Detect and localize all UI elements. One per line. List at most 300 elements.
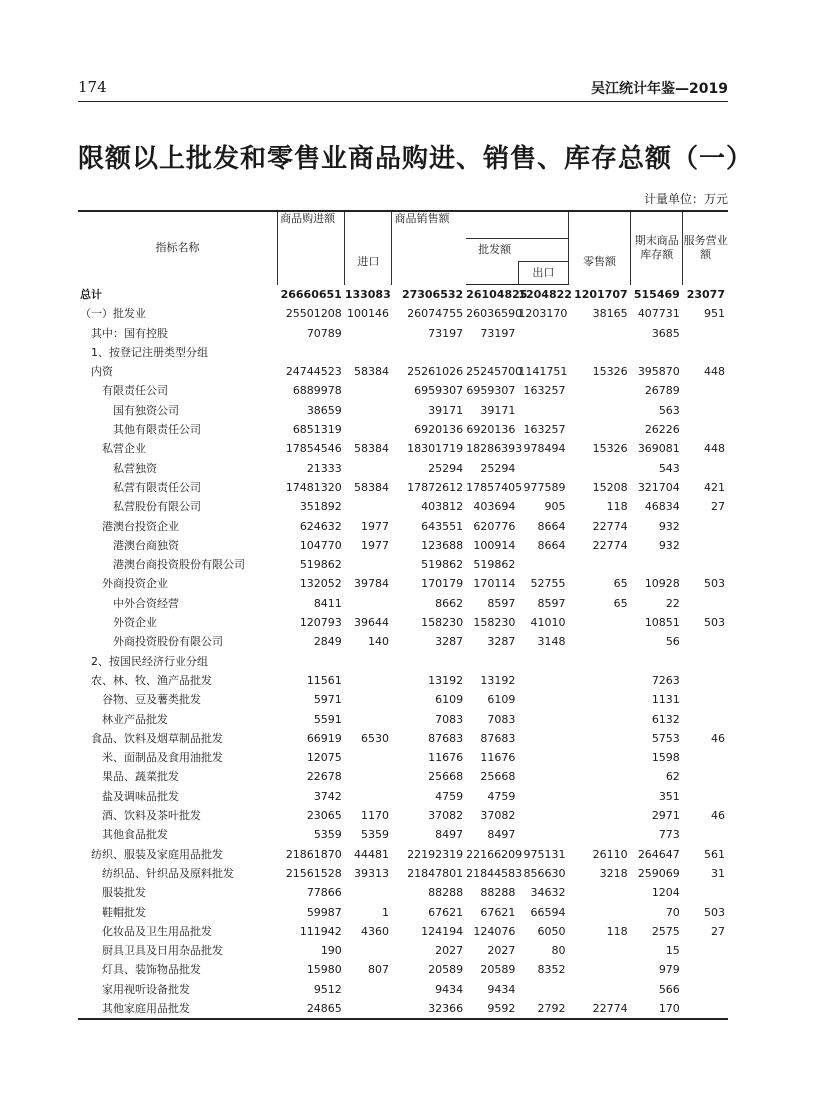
cell-sales: 25294 — [428, 461, 464, 475]
cell-import — [345, 401, 392, 420]
col-header-wholesale: 批发额 — [478, 243, 512, 256]
cell-sales: 17872612 — [407, 480, 464, 494]
cell-inventory: 2971 — [651, 809, 680, 823]
cell-purchase: 15980 — [306, 963, 342, 977]
cell-export — [518, 555, 568, 574]
cell-wholesale: 620776 — [473, 519, 516, 533]
table-row — [78, 324, 728, 343]
cell-inventory: 932 — [658, 519, 680, 533]
cell-inventory: 10851 — [644, 616, 680, 630]
col-header-service: 服务营业额 — [683, 211, 728, 285]
table-row — [78, 941, 728, 960]
table-row — [78, 459, 728, 478]
row-label: 2、按国民经济行业分组 — [91, 654, 208, 668]
cell-purchase: 5591 — [313, 712, 342, 726]
row-label: 厨具卫具及日用杂品批发 — [102, 944, 223, 958]
cell-sales: 643551 — [421, 519, 464, 533]
cell-wholesale: 13192 — [480, 673, 516, 687]
cell-wholesale: 73197 — [480, 326, 516, 340]
cell-service — [683, 980, 728, 999]
table-row — [78, 960, 728, 979]
cell-wholesale: 26104825 — [466, 288, 528, 301]
cell-inventory: 26789 — [644, 384, 680, 398]
cell-import — [345, 690, 392, 709]
cell-sales: 8662 — [435, 596, 464, 610]
table-row — [78, 903, 728, 922]
cell-retail — [568, 767, 630, 786]
cell-inventory: 22 — [665, 596, 680, 610]
cell-sales: 21847801 — [407, 866, 464, 880]
cell-sales: 170179 — [421, 577, 464, 591]
cell-purchase: 3742 — [313, 789, 342, 803]
cell-inventory: 259069 — [637, 866, 680, 880]
cell-purchase: 22678 — [306, 770, 342, 784]
cell-sales: 123688 — [421, 538, 464, 552]
row-label: 其中：国有控股 — [91, 326, 168, 340]
row-label: 谷物、豆及薯类批发 — [102, 693, 201, 707]
cell-inventory: 773 — [658, 828, 680, 842]
cell-purchase: 24865 — [278, 999, 345, 1019]
cell-sales: 6920136 — [414, 423, 464, 437]
cell-export: 1203170 — [518, 307, 568, 321]
cell-retail — [568, 729, 630, 748]
cell-sales: 6959307 — [414, 384, 464, 398]
cell-purchase: 21561528 — [285, 866, 342, 880]
cell-inventory: 1131 — [651, 693, 680, 707]
cell-inventory: 62 — [665, 770, 680, 784]
cell-inventory: 6132 — [651, 712, 680, 726]
cell-export — [518, 652, 568, 671]
cell-wholesale: 20589 — [480, 963, 516, 977]
cell-wholesale: 67621 — [480, 905, 516, 919]
cell-purchase: 6851319 — [292, 423, 342, 437]
cell-export — [518, 825, 568, 844]
cell-purchase: 351892 — [299, 500, 342, 514]
cell-wholesale: 4759 — [487, 789, 516, 803]
cell-export: 978494 — [523, 442, 566, 456]
cell-retail — [568, 690, 630, 709]
cell-sales: 2027 — [435, 944, 464, 958]
cell-import: 58384 — [353, 442, 389, 456]
cell-import: 807 — [367, 963, 389, 977]
cell-service — [683, 999, 728, 1019]
row-label: 私营股份有限公司 — [113, 500, 201, 514]
row-label: 纺织、服装及家庭用品批发 — [91, 847, 223, 861]
cell-wholesale: 11676 — [480, 751, 516, 765]
cell-service — [683, 825, 728, 844]
cell-purchase: 59987 — [306, 905, 342, 919]
table-row — [78, 767, 728, 786]
row-label: 农、林、牧、渔产品批发 — [91, 673, 212, 687]
row-label: 化妆品及卫生用品批发 — [102, 924, 212, 938]
table-row — [78, 825, 728, 844]
cell-retail: 65 — [613, 577, 628, 591]
cell-import: 100146 — [346, 307, 389, 321]
cell-sales: 7083 — [435, 712, 464, 726]
cell-retail — [568, 825, 630, 844]
cell-import — [345, 343, 392, 362]
cell-inventory: 543 — [658, 461, 680, 475]
cell-retail: 15326 — [592, 442, 628, 456]
cell-inventory: 5753 — [651, 731, 680, 745]
cell-retail — [568, 941, 630, 960]
cell-service: 27 — [711, 500, 725, 514]
cell-purchase: 519862 — [299, 558, 342, 572]
cell-sales: 20589 — [428, 963, 464, 977]
cell-purchase: 104770 — [299, 538, 342, 552]
cell-service — [683, 594, 728, 613]
cell-import: 39313 — [353, 866, 389, 880]
cell-export — [518, 748, 568, 767]
cell-import — [345, 381, 392, 400]
yearbook-title: 吴江统计年鉴—2019 — [591, 81, 728, 97]
cell-inventory: 3685 — [651, 326, 680, 340]
table-row — [78, 613, 728, 632]
cell-export: 8597 — [537, 596, 566, 610]
row-label: 林业产品批发 — [102, 712, 168, 726]
cell-service: 46 — [711, 731, 725, 745]
cell-wholesale: 25245700 — [466, 365, 523, 379]
cell-service: 31 — [711, 866, 725, 880]
cell-retail: 26110 — [592, 847, 628, 861]
cell-import: 1 — [381, 905, 389, 919]
cell-service: 503 — [704, 905, 725, 919]
cell-retail — [568, 343, 630, 362]
cell-wholesale: 25294 — [480, 461, 516, 475]
cell-wholesale: 403694 — [473, 500, 516, 514]
cell-sales: 32366 — [392, 999, 466, 1019]
cell-purchase: 132052 — [299, 577, 342, 591]
row-label: 酒、饮料及茶叶批发 — [102, 809, 201, 823]
cell-purchase: 5359 — [313, 828, 342, 842]
cell-sales: 18301719 — [407, 442, 464, 456]
cell-export: 905 — [544, 500, 566, 514]
cell-inventory: 351 — [658, 789, 680, 803]
cell-wholesale: 26036590 — [466, 307, 523, 321]
cell-inventory: 407731 — [637, 307, 680, 321]
cell-wholesale: 124076 — [473, 924, 516, 938]
cell-inventory: 26226 — [644, 423, 680, 437]
cell-sales: 158230 — [421, 616, 464, 630]
cell-export: 856630 — [523, 866, 566, 880]
table-row — [78, 690, 728, 709]
cell-inventory: 369081 — [637, 442, 680, 456]
table-row — [78, 536, 728, 555]
cell-export — [518, 690, 568, 709]
cell-export — [518, 459, 568, 478]
cell-inventory: 1204 — [651, 886, 680, 900]
cell-purchase — [278, 652, 345, 671]
row-label: 港澳台商独资 — [113, 538, 179, 552]
cell-service — [683, 690, 728, 709]
cell-import: 44481 — [353, 847, 389, 861]
row-label: 内资 — [91, 365, 113, 379]
cell-service — [683, 960, 728, 979]
cell-retail — [568, 903, 630, 922]
cell-export — [518, 324, 568, 343]
table-row — [78, 574, 728, 593]
cell-wholesale: 158230 — [473, 616, 516, 630]
table-row — [78, 729, 728, 748]
cell-import — [345, 787, 392, 806]
cell-wholesale: 87683 — [480, 731, 516, 745]
cell-import: 4360 — [360, 924, 389, 938]
cell-purchase: 25501208 — [285, 307, 342, 321]
cell-retail — [568, 748, 630, 767]
cell-export — [518, 980, 568, 999]
row-label: 家用视听设备批发 — [102, 982, 190, 996]
cell-export: 977589 — [523, 480, 566, 494]
cell-inventory: 2575 — [651, 924, 680, 938]
cell-wholesale: 519862 — [473, 558, 516, 572]
cell-service: 951 — [704, 307, 725, 321]
cell-export — [518, 729, 568, 748]
table-row — [78, 883, 728, 902]
cell-export: 2792 — [518, 999, 568, 1019]
cell-wholesale: 6959307 — [466, 384, 516, 398]
cell-export: 34632 — [530, 886, 566, 900]
cell-wholesale: 25668 — [480, 770, 516, 784]
cell-inventory: 56 — [665, 635, 680, 649]
cell-import — [345, 459, 392, 478]
cell-wholesale: 2027 — [487, 944, 516, 958]
cell-wholesale: 9592 — [466, 999, 518, 1019]
cell-inventory: 566 — [658, 982, 680, 996]
cell-import — [345, 883, 392, 902]
cell-service — [683, 787, 728, 806]
cell-purchase: 5971 — [313, 693, 342, 707]
cell-sales: 4759 — [435, 789, 464, 803]
table-row — [78, 806, 728, 825]
col-header-purchase: 商品购进额 — [278, 211, 345, 285]
cell-wholesale: 17857405 — [466, 480, 523, 494]
table-row — [78, 343, 728, 362]
cell-service — [683, 883, 728, 902]
table-title: 限额以上批发和零售业商品购进、销售、库存总额（一） — [78, 144, 754, 174]
row-label: 私营企业 — [102, 442, 146, 456]
unit-label: 计量单位：万元 — [643, 192, 728, 206]
cell-retail: 118 — [606, 500, 628, 514]
table-row — [78, 845, 728, 864]
cell-export — [518, 671, 568, 690]
cell-service: 421 — [704, 480, 725, 494]
table-row — [78, 652, 728, 671]
cell-retail — [568, 420, 630, 439]
cell-inventory: 10928 — [644, 577, 680, 591]
header-divider — [78, 101, 728, 102]
row-label: （一）批发业 — [80, 307, 146, 321]
cell-wholesale: 3287 — [487, 635, 516, 649]
table-row — [78, 748, 728, 767]
cell-retail: 22774 — [592, 519, 628, 533]
cell-sales: 22192319 — [407, 847, 464, 861]
row-label: 米、面制品及食用油批发 — [102, 751, 223, 765]
cell-export — [518, 767, 568, 786]
cell-import: 133083 — [344, 287, 391, 301]
cell-purchase: 8411 — [313, 596, 342, 610]
cell-wholesale: 22166209 — [466, 847, 523, 861]
cell-inventory: 264647 — [637, 847, 680, 861]
cell-inventory: 7263 — [651, 673, 680, 687]
cell-purchase: 6889978 — [292, 384, 342, 398]
cell-inventory: 515469 — [633, 287, 680, 301]
cell-service — [683, 748, 728, 767]
cell-sales: 73197 — [428, 326, 464, 340]
cell-inventory: 70 — [665, 905, 680, 919]
cell-sales: 88288 — [428, 886, 464, 900]
cell-service — [683, 401, 728, 420]
cell-service: 561 — [704, 847, 725, 861]
cell-inventory — [631, 343, 683, 362]
cell-wholesale: 6920136 — [466, 423, 516, 437]
cell-purchase: 190 — [320, 944, 342, 958]
cell-service — [683, 381, 728, 400]
cell-import — [345, 671, 392, 690]
table-row — [78, 864, 728, 883]
cell-purchase: 21861870 — [285, 847, 342, 861]
col-header-import: 进口 — [345, 239, 392, 285]
cell-retail — [568, 324, 630, 343]
col-header-sales: 商品销售额 — [392, 211, 466, 285]
cell-retail: 15208 — [592, 480, 628, 494]
cell-purchase: 17854546 — [285, 442, 342, 456]
cell-service: 27 — [711, 924, 725, 938]
cell-export: 6050 — [537, 924, 566, 938]
table-row — [78, 517, 728, 536]
table-row — [78, 710, 728, 729]
row-label: 外商投资企业 — [102, 577, 168, 591]
table-row — [78, 594, 728, 613]
cell-sales: 27306532 — [401, 287, 464, 301]
cell-service — [683, 652, 728, 671]
table-row — [78, 439, 728, 458]
row-label: 其他家庭用品批发 — [78, 999, 278, 1019]
cell-export — [518, 787, 568, 806]
table-row — [78, 362, 728, 381]
statistics-table — [78, 210, 728, 1020]
cell-inventory: 932 — [658, 538, 680, 552]
cell-import — [345, 497, 392, 516]
cell-import — [345, 941, 392, 960]
cell-retail — [568, 381, 630, 400]
cell-retail: 22774 — [592, 538, 628, 552]
col-header-inventory: 期末商品库存额 — [631, 211, 683, 285]
cell-export — [518, 343, 568, 362]
col-header-retail: 零售额 — [568, 239, 630, 285]
cell-purchase: 23065 — [306, 809, 342, 823]
cell-export: 8664 — [537, 538, 566, 552]
row-label: 鞋帽批发 — [102, 905, 146, 919]
cell-export: 163257 — [523, 384, 566, 398]
col-header-name: 指标名称 — [78, 211, 278, 285]
cell-import: 58384 — [353, 480, 389, 494]
cell-import — [345, 748, 392, 767]
cell-sales: 25261026 — [407, 365, 464, 379]
cell-export: 1141751 — [518, 365, 568, 379]
cell-service: 23077 — [686, 287, 725, 301]
cell-import — [345, 980, 392, 999]
row-label: 国有独资公司 — [113, 403, 179, 417]
cell-inventory: 46834 — [644, 500, 680, 514]
cell-retail — [568, 787, 630, 806]
cell-import — [345, 652, 392, 671]
cell-retail — [568, 613, 630, 632]
cell-wholesale: 21844583 — [466, 866, 523, 880]
cell-wholesale: 8597 — [487, 596, 516, 610]
cell-purchase — [278, 343, 345, 362]
cell-wholesale: 6109 — [487, 693, 516, 707]
cell-sales — [392, 652, 466, 671]
cell-service: 503 — [704, 577, 725, 591]
cell-sales: 6109 — [435, 693, 464, 707]
cell-retail — [568, 980, 630, 999]
cell-wholesale: 88288 — [480, 886, 516, 900]
cell-retail: 118 — [606, 924, 628, 938]
cell-sales: 67621 — [428, 905, 464, 919]
cell-retail — [568, 632, 630, 651]
cell-import: 58384 — [353, 365, 389, 379]
cell-inventory: 15 — [665, 944, 680, 958]
cell-inventory — [631, 555, 683, 574]
cell-import: 1170 — [360, 809, 389, 823]
cell-service — [683, 420, 728, 439]
cell-inventory: 321704 — [637, 480, 680, 494]
cell-retail: 15326 — [592, 365, 628, 379]
table-row — [78, 497, 728, 516]
cell-retail: 65 — [613, 596, 628, 610]
cell-retail: 22774 — [568, 999, 630, 1019]
cell-retail — [568, 710, 630, 729]
cell-service — [683, 343, 728, 362]
table-row — [78, 980, 728, 999]
cell-wholesale: 39171 — [480, 403, 516, 417]
cell-purchase: 24744523 — [285, 365, 342, 379]
table-row — [78, 999, 728, 1019]
cell-export: 1204822 — [518, 288, 572, 301]
cell-export: 66594 — [530, 905, 566, 919]
row-label: 纺织品、针织品及原料批发 — [102, 866, 234, 880]
cell-wholesale: 100914 — [473, 538, 516, 552]
cell-service — [683, 324, 728, 343]
cell-sales: 8497 — [435, 828, 464, 842]
cell-inventory: 563 — [658, 403, 680, 417]
cell-service — [683, 671, 728, 690]
cell-sales: 26074755 — [407, 307, 464, 321]
page-number: 174 — [78, 78, 107, 96]
cell-export: 8664 — [537, 519, 566, 533]
cell-sales: 39171 — [428, 403, 464, 417]
cell-retail — [568, 459, 630, 478]
table-row — [78, 671, 728, 690]
cell-purchase: 21333 — [306, 461, 342, 475]
cell-sales: 3287 — [435, 635, 464, 649]
cell-export — [518, 806, 568, 825]
cell-purchase: 111942 — [299, 924, 342, 938]
cell-inventory — [631, 652, 683, 671]
row-label: 私营有限责任公司 — [113, 480, 201, 494]
row-label: 灯具、装饰物品批发 — [102, 963, 201, 977]
cell-sales: 13192 — [428, 673, 464, 687]
cell-export: 80 — [551, 944, 566, 958]
row-label: 外资企业 — [113, 616, 157, 630]
cell-sales: 11676 — [428, 751, 464, 765]
row-label: 其他有限责任公司 — [113, 423, 201, 437]
cell-import — [345, 767, 392, 786]
cell-import: 1977 — [360, 519, 389, 533]
cell-wholesale: 7083 — [487, 712, 516, 726]
row-label: 果品、蔬菜批发 — [102, 770, 179, 784]
row-label: 私营独资 — [113, 461, 157, 475]
